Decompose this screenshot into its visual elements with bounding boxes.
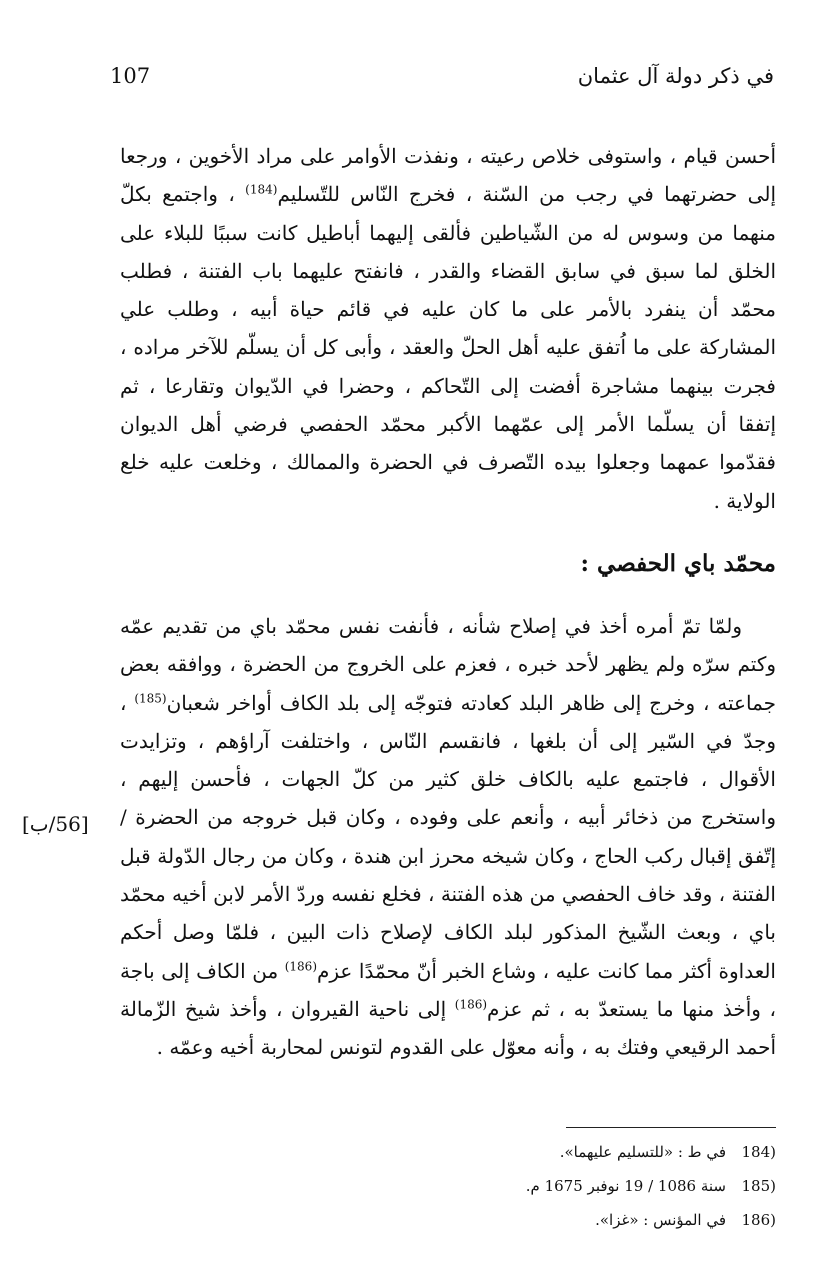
- footnote-184: [120, 1135, 776, 1169]
- footnote-text: في المؤنس : «غزا».: [595, 1211, 726, 1229]
- paragraph-1-text-b: ، واجتمع بكلّ منهما من وسوس له من الشّياطين فألقى إليهما أباطيل كانت سببًا للبلاء على الخلق لما سبق في سابق القضاء والقدر ، فانفتح عليهما باب الفتنة ، فطلب محمّد أن ينفرد بالأمر على ما كان عليه في قائم حياة أبيه ، وطلب علي المشاركة على ما اُتفق عليه أهل الحلّ والعقد ، وأبى كل أن يسلّم للآخر مراده ، فجرت بينهما مشاجرة أفضت إلى التّحاكم ، وحضرا في الدّيوان وتقارعا ، ثم إتفقا أن يسلّما الأمر إلى عمّهما الأكبر محمّد الحفصي فرضي أهل الديوان فقدّموا عمهما وجعلوا بيده التّصرف في الحضرة والممالك ، وخلعت عليه خلع الولاية .: [120, 182, 776, 513]
- footnote-ref-185: (185): [134, 690, 167, 705]
- footnote-number: 185): [741, 1177, 776, 1195]
- page-number: 107: [110, 64, 151, 88]
- footnote-185: [120, 1169, 776, 1203]
- section-heading: محمّد باي الحفصي :: [580, 550, 776, 577]
- paragraph-2: [120, 607, 776, 1067]
- paragraph-1: [120, 137, 776, 520]
- paragraph-1-text-a: أحسن قيام ، واستوفى خلاص رعيته ، ونفذت الأوامر على مراد الأخوين ، ورجعا إلى حضرتهما في رجب من السّنة ، فخرج النّاس للتّسليم: [120, 144, 776, 207]
- footnote-ref-186-b: (186): [454, 997, 488, 1012]
- footnotes: [120, 1135, 776, 1237]
- paragraph-2-text-d: إلى ناحية القيروان ، وأخذ شيخ الزّمالة أحمد الرقيعي وفتك به ، وأنه معوّل على القدوم لتونس لمحاربة أخيه وعمّه .: [120, 996, 776, 1060]
- paragraph-2-text-c: من الكاف إلى باجة ، وأخذ منها ما يستعدّ به ، ثم عزم: [120, 958, 777, 1021]
- footnote-text: سنة 1086 / 19 نوفبر 1675 م.: [525, 1177, 726, 1195]
- running-head: [110, 58, 774, 98]
- running-title: في ذكر دولة آل عثمان: [577, 64, 774, 88]
- footnote-number: 186): [741, 1211, 776, 1229]
- footnote-ref-186-a: (186): [284, 959, 318, 974]
- footnote-separator: [566, 1127, 776, 1128]
- paragraph-2-text-a: ولمّا تمّ أمره أخذ في إصلاح شأنه ، فأنفت نفس محمّد باي من تقديم عمّه وكتم سرّه ولم يظهر لأحد خبره ، فعزم على الخروج من الحضرة ، ووافقه بعض جماعته ، وخرج إلى ظاهر البلد كعادته فتوجّه إلى بلد الكاف أواخر شعبان: [120, 614, 776, 715]
- footnote-ref-184: (184): [245, 182, 278, 197]
- footnote-text: في ط : «للتسليم عليهما».: [559, 1143, 726, 1161]
- paragraph-2-text-b: ، وجدّ في السّير إلى أن بلغها ، فانقسم النّاس ، واختلفت آراؤهم ، وتزايدت الأقوال ، فاجتمع عليه بالكاف خلق كثير من كلّ الجهات ، فأحسن إليهم ، واستخرج من ذخائر أبيه ، وأنعم على وفوده ، وكان قبل خروجه من الحضرة / إتّفق إقبال ركب الحاج ، وكان شيخه محرز ابن هندة ، وكان من رجال الدّولة قبل الفتنة ، وقد خاف الحفصي من هذه الفتنة ، فخلع نفسه وردّ الأمر لابن أخيه محمّد باي ، وبعث الشّيخ المذكور لبلد الكاف لإصلاح ذات البين ، فلمّا وصل أحكم العداوة أكثر مما كانت عليه ، وشاع الخبر أنّ محمّدًا عزم: [120, 690, 776, 983]
- footnote-186: [120, 1203, 776, 1237]
- margin-folio-note: [56/ب]: [22, 812, 89, 836]
- footnote-number: 184): [741, 1143, 776, 1161]
